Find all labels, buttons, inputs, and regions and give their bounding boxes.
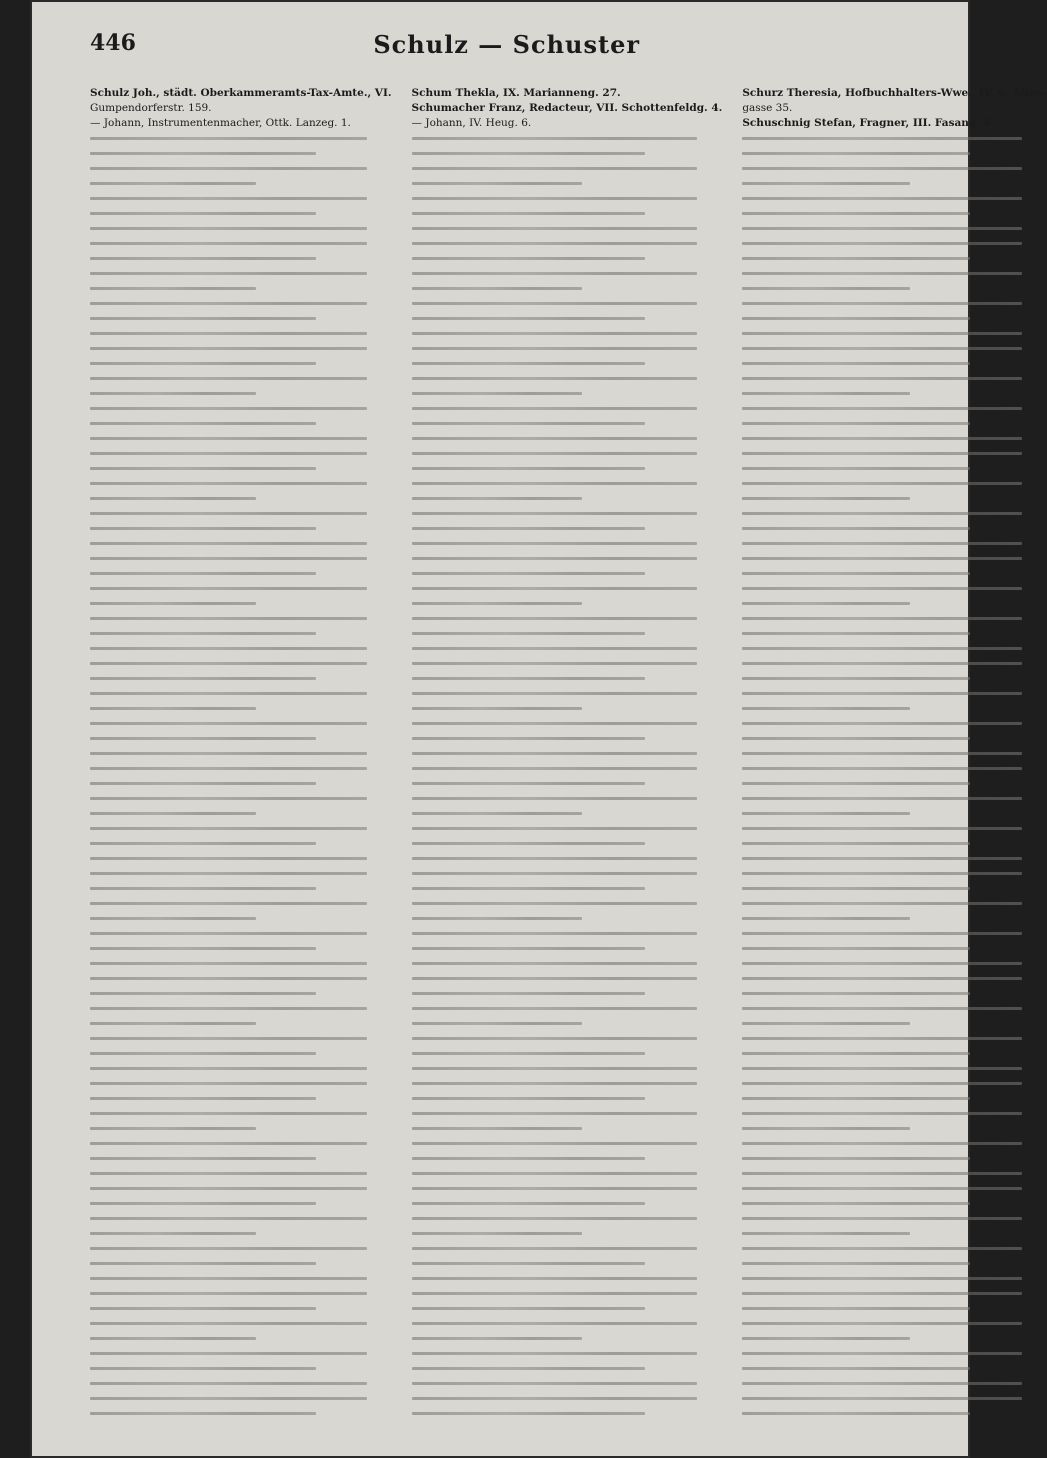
unreadable-line: [412, 1391, 723, 1406]
unreadable-line: [742, 371, 1046, 386]
unreadable-line: [412, 206, 723, 221]
unreadable-line: [742, 536, 1046, 551]
unreadable-line: [412, 371, 723, 386]
unreadable-line: [742, 326, 1046, 341]
unreadable-line: [742, 446, 1046, 461]
unreadable-line: [412, 761, 723, 776]
unreadable-line: [412, 1076, 723, 1091]
unreadable-line: [742, 176, 1046, 191]
unreadable-line: [90, 1196, 392, 1211]
directory-entry: Schulz Joh., städt. Oberkammeramts-Tax-Amte., VI.: [90, 87, 392, 99]
unreadable-line: [90, 131, 392, 146]
unreadable-line: [412, 716, 723, 731]
unreadable-line: [742, 161, 1046, 176]
unreadable-line: [412, 611, 723, 626]
unreadable-line: [412, 1106, 723, 1121]
unreadable-line: [412, 1271, 723, 1286]
unreadable-line: [412, 1091, 723, 1106]
unreadable-line: [412, 656, 723, 671]
unreadable-line: [90, 491, 392, 506]
unreadable-line: [90, 611, 392, 626]
unreadable-line: [742, 1121, 1046, 1136]
unreadable-line: [412, 326, 723, 341]
unreadable-line: [90, 926, 392, 941]
unreadable-line: [412, 386, 723, 401]
unreadable-line: [742, 401, 1046, 416]
unreadable-line: [90, 1016, 392, 1031]
unreadable-line: [412, 1211, 723, 1226]
unreadable-line: [412, 296, 723, 311]
unreadable-line: [90, 881, 392, 896]
unreadable-line: [90, 176, 392, 191]
unreadable-line: [412, 446, 723, 461]
unreadable-line: [742, 1181, 1046, 1196]
unreadable-line: [742, 941, 1046, 956]
unreadable-line: [412, 641, 723, 656]
unreadable-line: [412, 926, 723, 941]
unreadable-line: [90, 1286, 392, 1301]
unreadable-line: [90, 1001, 392, 1016]
unreadable-line: [90, 986, 392, 1001]
unreadable-line: [412, 476, 723, 491]
unreadable-line: [90, 1271, 392, 1286]
unreadable-line: [412, 1226, 723, 1241]
unreadable-line: [412, 461, 723, 476]
unreadable-line: [90, 1076, 392, 1091]
unreadable-line: [90, 866, 392, 881]
unreadable-line: [90, 446, 392, 461]
unreadable-line: [90, 581, 392, 596]
unreadable-line: [742, 731, 1046, 746]
unreadable-line: [742, 1346, 1046, 1361]
unreadable-line: [742, 911, 1046, 926]
unreadable-line: [412, 1016, 723, 1031]
unreadable-line: [90, 431, 392, 446]
directory-entry: Gumpendorferstr. 159.: [90, 102, 212, 114]
unreadable-line: [412, 821, 723, 836]
unreadable-line: [412, 881, 723, 896]
unreadable-line: [412, 551, 723, 566]
unreadable-line: [412, 686, 723, 701]
unreadable-line: [90, 596, 392, 611]
unreadable-line: [412, 521, 723, 536]
directory-page: [30, 0, 1047, 1458]
directory-entry: Schurz Theresia, Hofbuchhalters-Wwe., IV. u. Allee-: [742, 87, 1047, 99]
unreadable-line: [412, 281, 723, 296]
directory-entry: Schuschnig Stefan, Fragner, III. Fasang. 8.: [742, 117, 995, 129]
unreadable-line: [90, 1226, 392, 1241]
unreadable-line: [742, 1271, 1046, 1286]
unreadable-line: [742, 356, 1046, 371]
unreadable-line: [90, 191, 392, 206]
unreadable-line: [90, 416, 392, 431]
unreadable-line: [412, 626, 723, 641]
unreadable-line: [742, 821, 1046, 836]
unreadable-line: [412, 401, 723, 416]
unreadable-line: [742, 1046, 1046, 1061]
unreadable-line: [412, 701, 723, 716]
unreadable-line: [742, 971, 1046, 986]
unreadable-line: [742, 1256, 1046, 1271]
unreadable-line: [412, 941, 723, 956]
unreadable-line: [742, 1061, 1046, 1076]
unreadable-line: [742, 881, 1046, 896]
unreadable-line: [412, 1331, 723, 1346]
unreadable-line: [90, 476, 392, 491]
unreadable-line: [412, 896, 723, 911]
unreadable-line: [742, 461, 1046, 476]
unreadable-line: [742, 491, 1046, 506]
unreadable-line: [90, 836, 392, 851]
unreadable-line: [90, 1301, 392, 1316]
unreadable-line: [742, 266, 1046, 281]
unreadable-line: [412, 1181, 723, 1196]
unreadable-line: [412, 251, 723, 266]
unreadable-line: [412, 131, 723, 146]
unreadable-line: [742, 851, 1046, 866]
unreadable-line: [412, 581, 723, 596]
directory-entry: gasse 35.: [742, 102, 793, 114]
unreadable-line: [742, 1211, 1046, 1226]
unreadable-line: [412, 596, 723, 611]
unreadable-line: [90, 1361, 392, 1376]
unreadable-line: [412, 341, 723, 356]
unreadable-line: [90, 461, 392, 476]
unreadable-line: [90, 251, 392, 266]
unreadable-line: [412, 431, 723, 446]
unreadable-line: [742, 191, 1046, 206]
unreadable-line: [90, 206, 392, 221]
unreadable-line: [90, 761, 392, 776]
unreadable-line: [742, 1166, 1046, 1181]
unreadable-line: [90, 656, 392, 671]
unreadable-line: [742, 1316, 1046, 1331]
unreadable-line: [742, 341, 1046, 356]
unreadable-line: [90, 356, 392, 371]
unreadable-line: [412, 1001, 723, 1016]
unreadable-line: [90, 371, 392, 386]
unreadable-line: [742, 311, 1046, 326]
unreadable-line: [742, 506, 1046, 521]
unreadable-line: [742, 1091, 1046, 1106]
unreadable-line: [742, 386, 1046, 401]
unreadable-line: [90, 1121, 392, 1136]
unreadable-line: [412, 956, 723, 971]
unreadable-line: [412, 791, 723, 806]
unreadable-line: [90, 1136, 392, 1151]
unreadable-line: [90, 1256, 392, 1271]
unreadable-line: [742, 1001, 1046, 1016]
unreadable-line: [742, 986, 1046, 1001]
unreadable-line: [742, 566, 1046, 581]
unreadable-line: [742, 1391, 1046, 1406]
unreadable-line: [412, 356, 723, 371]
unreadable-line: [412, 191, 723, 206]
unreadable-text-area: [412, 131, 723, 1421]
unreadable-line: [90, 716, 392, 731]
unreadable-line: [90, 821, 392, 836]
unreadable-line: [742, 1406, 1046, 1421]
unreadable-line: [90, 851, 392, 866]
unreadable-line: [90, 236, 392, 251]
unreadable-line: [90, 1346, 392, 1361]
unreadable-line: [412, 266, 723, 281]
unreadable-line: [90, 686, 392, 701]
unreadable-line: [742, 611, 1046, 626]
unreadable-line: [90, 386, 392, 401]
unreadable-line: [90, 941, 392, 956]
unreadable-line: [412, 866, 723, 881]
unreadable-line: [90, 1091, 392, 1106]
unreadable-line: [90, 701, 392, 716]
unreadable-line: [742, 956, 1046, 971]
unreadable-line: [412, 1346, 723, 1361]
unreadable-line: [742, 761, 1046, 776]
unreadable-line: [90, 1031, 392, 1046]
unreadable-line: [90, 536, 392, 551]
unreadable-line: [412, 566, 723, 581]
unreadable-line: [90, 341, 392, 356]
directory-entry: Schum Thekla, IX. Marianneng. 27.: [411, 87, 621, 99]
unreadable-line: [412, 506, 723, 521]
unreadable-line: [90, 551, 392, 566]
unreadable-line: [90, 1181, 392, 1196]
unreadable-line: [412, 1376, 723, 1391]
unreadable-line: [90, 896, 392, 911]
column-1: [90, 86, 392, 1426]
unreadable-line: [412, 1121, 723, 1136]
unreadable-line: [412, 1301, 723, 1316]
column-3: [742, 86, 1046, 1426]
unreadable-line: [412, 1031, 723, 1046]
unreadable-line: [742, 281, 1046, 296]
unreadable-line: [742, 1016, 1046, 1031]
unreadable-line: [90, 296, 392, 311]
unreadable-line: [742, 1331, 1046, 1346]
unreadable-line: [412, 176, 723, 191]
unreadable-line: [412, 911, 723, 926]
unreadable-line: [412, 671, 723, 686]
page-title: Schulz — Schuster: [373, 30, 640, 59]
unreadable-line: [742, 656, 1046, 671]
unreadable-line: [742, 746, 1046, 761]
unreadable-line: [742, 1286, 1046, 1301]
unreadable-line: [90, 1046, 392, 1061]
unreadable-line: [90, 266, 392, 281]
unreadable-line: [412, 236, 723, 251]
unreadable-line: [412, 1061, 723, 1076]
unreadable-line: [742, 206, 1046, 221]
unreadable-line: [742, 836, 1046, 851]
unreadable-line: [412, 1286, 723, 1301]
unreadable-line: [412, 311, 723, 326]
unreadable-line: [412, 1361, 723, 1376]
unreadable-line: [742, 686, 1046, 701]
unreadable-line: [412, 536, 723, 551]
directory-entry: Schumacher Franz, Redacteur, VII. Schottenfeldg. 4.: [411, 102, 723, 114]
unreadable-line: [742, 626, 1046, 641]
unreadable-line: [742, 296, 1046, 311]
unreadable-text-area: [90, 131, 392, 1421]
unreadable-line: [742, 221, 1046, 236]
unreadable-line: [412, 836, 723, 851]
unreadable-line: [742, 1196, 1046, 1211]
unreadable-line: [412, 776, 723, 791]
unreadable-line: [90, 776, 392, 791]
unreadable-line: [412, 986, 723, 1001]
directory-entry: — Johann, Instrumentenmacher, Ottk. Lanzeg. 1.: [90, 117, 351, 129]
unreadable-line: [742, 416, 1046, 431]
unreadable-line: [742, 431, 1046, 446]
unreadable-line: [90, 161, 392, 176]
unreadable-line: [90, 911, 392, 926]
unreadable-line: [90, 956, 392, 971]
unreadable-line: [90, 1241, 392, 1256]
unreadable-line: [742, 521, 1046, 536]
unreadable-text-area: [742, 131, 1046, 1421]
unreadable-line: [742, 1361, 1046, 1376]
unreadable-line: [412, 221, 723, 236]
unreadable-line: [90, 1391, 392, 1406]
unreadable-line: [90, 1211, 392, 1226]
unreadable-line: [90, 1316, 392, 1331]
unreadable-line: [742, 1241, 1046, 1256]
unreadable-line: [90, 1166, 392, 1181]
unreadable-line: [90, 1151, 392, 1166]
unreadable-line: [412, 851, 723, 866]
unreadable-line: [742, 146, 1046, 161]
directory-entry: — Johann, IV. Heug. 6.: [411, 117, 532, 129]
unreadable-line: [90, 641, 392, 656]
unreadable-line: [742, 701, 1046, 716]
unreadable-line: [742, 776, 1046, 791]
unreadable-line: [742, 896, 1046, 911]
unreadable-line: [412, 491, 723, 506]
unreadable-line: [742, 1301, 1046, 1316]
unreadable-line: [742, 1136, 1046, 1151]
unreadable-line: [742, 551, 1046, 566]
unreadable-line: [90, 146, 392, 161]
unreadable-line: [742, 476, 1046, 491]
unreadable-line: [742, 596, 1046, 611]
unreadable-line: [412, 1241, 723, 1256]
unreadable-line: [742, 866, 1046, 881]
unreadable-line: [742, 236, 1046, 251]
unreadable-line: [742, 131, 1046, 146]
unreadable-line: [90, 281, 392, 296]
unreadable-line: [412, 971, 723, 986]
columns: [90, 86, 1047, 1426]
unreadable-line: [90, 806, 392, 821]
unreadable-line: [90, 1406, 392, 1421]
unreadable-line: [412, 161, 723, 176]
unreadable-line: [90, 401, 392, 416]
unreadable-line: [742, 716, 1046, 731]
unreadable-line: [90, 746, 392, 761]
unreadable-line: [90, 1376, 392, 1391]
unreadable-line: [90, 791, 392, 806]
unreadable-line: [90, 1106, 392, 1121]
unreadable-line: [742, 251, 1046, 266]
page-number: 446: [90, 30, 136, 56]
unreadable-line: [90, 671, 392, 686]
unreadable-line: [412, 1406, 723, 1421]
unreadable-line: [742, 1226, 1046, 1241]
unreadable-line: [412, 1316, 723, 1331]
unreadable-line: [742, 806, 1046, 821]
unreadable-line: [412, 416, 723, 431]
unreadable-line: [90, 1331, 392, 1346]
unreadable-line: [742, 581, 1046, 596]
unreadable-line: [90, 326, 392, 341]
unreadable-line: [90, 1061, 392, 1076]
unreadable-line: [412, 1136, 723, 1151]
unreadable-line: [90, 221, 392, 236]
unreadable-line: [742, 671, 1046, 686]
unreadable-line: [742, 1076, 1046, 1091]
unreadable-line: [90, 971, 392, 986]
unreadable-line: [412, 806, 723, 821]
unreadable-line: [742, 926, 1046, 941]
unreadable-line: [412, 1196, 723, 1211]
unreadable-line: [742, 1106, 1046, 1121]
unreadable-line: [742, 791, 1046, 806]
unreadable-line: [412, 731, 723, 746]
unreadable-line: [90, 566, 392, 581]
unreadable-line: [90, 626, 392, 641]
unreadable-line: [90, 311, 392, 326]
unreadable-line: [90, 521, 392, 536]
unreadable-line: [742, 641, 1046, 656]
unreadable-line: [412, 1166, 723, 1181]
unreadable-line: [412, 1046, 723, 1061]
column-2: [412, 86, 723, 1426]
unreadable-line: [742, 1376, 1046, 1391]
unreadable-line: [742, 1031, 1046, 1046]
unreadable-line: [90, 731, 392, 746]
unreadable-line: [412, 1151, 723, 1166]
unreadable-line: [412, 746, 723, 761]
unreadable-line: [90, 506, 392, 521]
unreadable-line: [742, 1151, 1046, 1166]
unreadable-line: [412, 146, 723, 161]
unreadable-line: [412, 1256, 723, 1271]
